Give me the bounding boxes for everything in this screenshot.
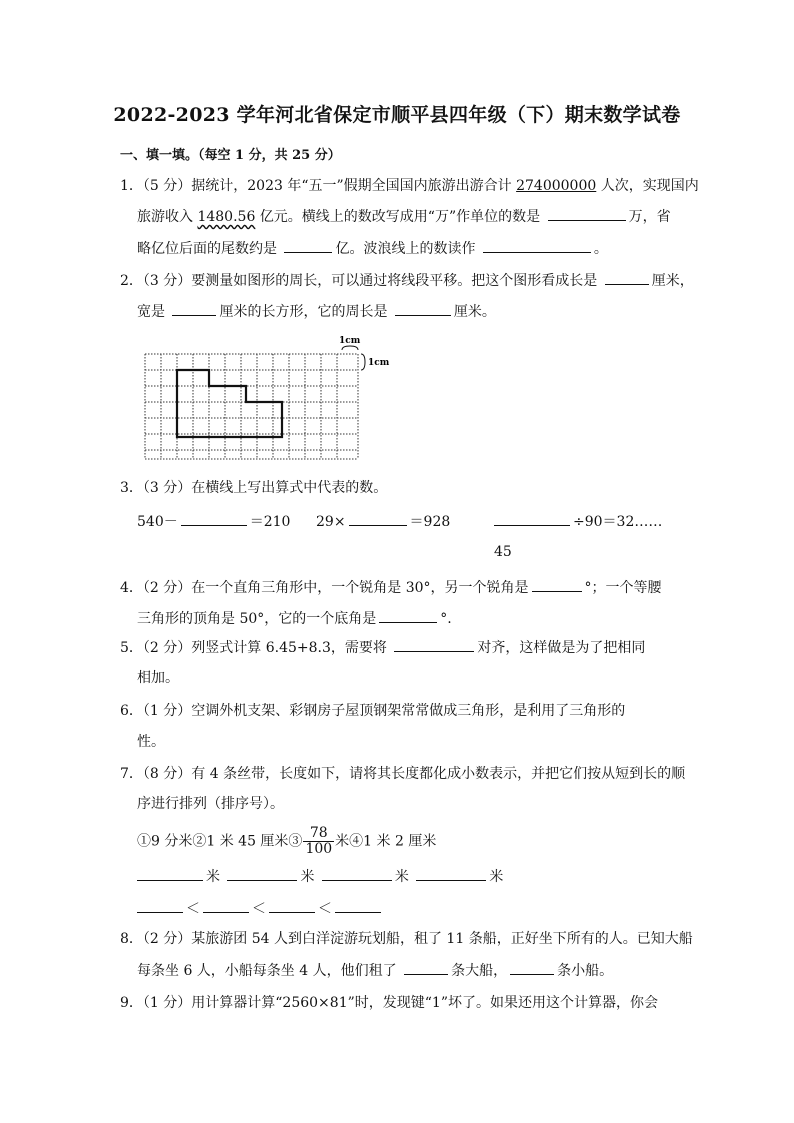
q2-blank-2[interactable] [172,301,216,316]
q1-text-a: 1．（5 分）据统计，2023 年“五一”假期全国国内旅游出游合计 [120,178,517,194]
q2-text-a-end: 厘米， [651,273,694,289]
scale-label-horizontal: 1cm [339,336,361,346]
q5-line-2: 相加。 [137,670,179,686]
q1-text-c-end: 。 [593,241,608,257]
q7-order-blank-2[interactable] [203,898,249,913]
q8-text-b-mid: 条大船， [451,963,508,979]
q8-line-1: 8．（2 分）某旅游团 54 人到白洋淀游玩划船，租了 11 条船，正好坐下所有的人。已知大船 [120,931,693,947]
q7-decimal-blank-1[interactable] [137,866,203,881]
q3-equations [137,511,290,532]
section-heading-fill-in: 一、填一填。（每空 1 分，共 25 分） [120,148,341,163]
q4-blank-1[interactable] [532,577,582,592]
q1-blank-2[interactable] [284,238,332,253]
q3-equation-2 [316,511,450,532]
page-title: 2022-2023 学年河北省保定市顺平县四年级（下）期末数学试卷 [113,104,681,126]
q1-line-1 [120,176,699,196]
q7-decimal-blank-3[interactable] [322,866,392,881]
q4-line-1 [120,577,662,598]
q7-unit-1: 米 [206,869,220,885]
q7-order-blank-3[interactable] [269,898,315,913]
q8-blank-2[interactable] [510,960,554,975]
q3-blank-1[interactable] [181,511,247,526]
q6-line-2: 性。 [137,734,165,750]
q7-unit-2: 米 [300,869,315,885]
q7-less-than-1: ＜ [186,901,200,917]
q2-line-2 [137,301,496,322]
q4-text-b-end: °. [440,611,452,627]
q3-remainder: 45 [494,544,512,560]
q1-text-c-mid: 亿。波浪线上的数读作 [335,241,480,257]
q9-line-1: 9．（1 分）用计算器计算“2560×81”时，发现键“1”坏了。如果还用这个计算器，你会 [120,995,658,1011]
q4-text-b: 三角形的顶角是 50°，它的一个底角是 [137,611,377,627]
q2-line-1 [120,270,694,291]
q3-blank-2[interactable] [349,511,407,526]
q6-line-1: 6．（1 分）空调外机支架、彩钢房子屋顶钢架常常做成三角形，是利用了三角形的 [120,703,626,719]
q1-wavy-number: 1480.56 [197,209,256,225]
q1-blank-1[interactable] [548,206,626,221]
scale-marker-vertical [361,354,365,370]
q7-unit-4: 米 [489,869,504,885]
q2-text-b-end: 厘米。 [453,304,496,320]
q7-items [137,826,436,857]
q2-text-b-mid: 厘米的长方形，它的周长是 [219,304,392,320]
q3-eq2-right: ＝928 [409,514,451,530]
q2-blank-1[interactable] [605,270,649,285]
q2-text-b: 宽是 [137,304,170,320]
q4-text-a: 4．（2 分）在一个直角三角形中，一个锐角是 30°，另一个锐角是 [120,580,529,596]
q1-text-c: 略亿位后面的尾数约是 [137,241,282,257]
q5-blank-1[interactable] [394,637,474,652]
q2-blank-3[interactable] [395,301,451,316]
q8-line-2 [137,960,613,981]
q1-line-3 [137,238,608,259]
q7-items-text-1: ①9 分米②1 米 45 厘米③ [137,833,303,850]
q1-text-b-mid: 亿元。横线上的数改写成用“万”作单位的数是 [255,209,545,225]
q7-order-blank-4[interactable] [335,898,381,913]
q3-equation-3 [494,511,662,532]
q7-order-blank-1[interactable] [137,898,183,913]
q7-fraction [303,826,334,857]
q1-text-b: 旅游收入 [137,209,198,225]
q3-eq1-left: 540－ [137,514,178,530]
q1-blank-3[interactable] [483,238,591,253]
q3-blank-3[interactable] [494,511,570,526]
q3-eq1-right: ＝210 [249,514,291,530]
q7-unit-3: 米 [394,869,409,885]
q8-blank-1[interactable] [404,960,448,975]
q7-less-than-2: ＜ [252,901,266,917]
q4-line-2 [137,608,452,629]
q7-fraction-denominator: 100 [305,841,333,857]
q7-fraction-numerator: 78 [303,826,334,842]
q8-text-b-end: 条小船。 [557,963,614,979]
scale-marker-horizontal [342,346,358,350]
q7-less-than-3: ＜ [318,901,332,917]
q7-order-row [137,898,384,919]
q3-eq3-right: ÷90＝32…… [573,514,663,530]
q7-decimal-row [137,866,503,887]
q8-text-b: 每条坐 6 人，小船每条坐 4 人，他们租了 [137,963,402,979]
q5-text-a: 5．（2 分）列竖式计算 6.45+8.3，需要将 [120,640,392,656]
q5-line-1 [120,637,645,658]
q5-text-a-end: 对齐，这样做是为了把相同 [477,640,646,656]
grid-figure [138,333,398,463]
q3-eq2-left: 29× [316,514,346,530]
q4-blank-2[interactable] [379,608,437,623]
q7-decimal-blank-4[interactable] [416,866,486,881]
q1-underlined-number: 274000000 [516,178,597,194]
q7-decimal-blank-2[interactable] [227,866,297,881]
q2-text-a: 2．（3 分）要测量如图形的周长，可以通过将线段平移。把这个图形看成长是 [120,273,602,289]
q3-line-1: 3．（3 分）在横线上写出算式中代表的数。 [120,480,388,496]
q7-items-text-2: 米④1 米 2 厘米 [335,833,437,850]
q7-line-1: 7．（8 分）有 4 条丝带，长度如下，请将其长度都化成小数表示，并把它们按从短到长的顺 [120,766,686,782]
q1-text-b-end: 万，省 [628,209,671,225]
q1-text-a-end: 人次，实现国内 [596,178,699,194]
q1-line-2 [137,206,671,227]
q4-text-a-end: °；一个等腰 [584,580,662,596]
q7-line-2: 序进行排列（排序号）。 [137,796,284,812]
scale-label-vertical: 1cm [368,358,390,368]
